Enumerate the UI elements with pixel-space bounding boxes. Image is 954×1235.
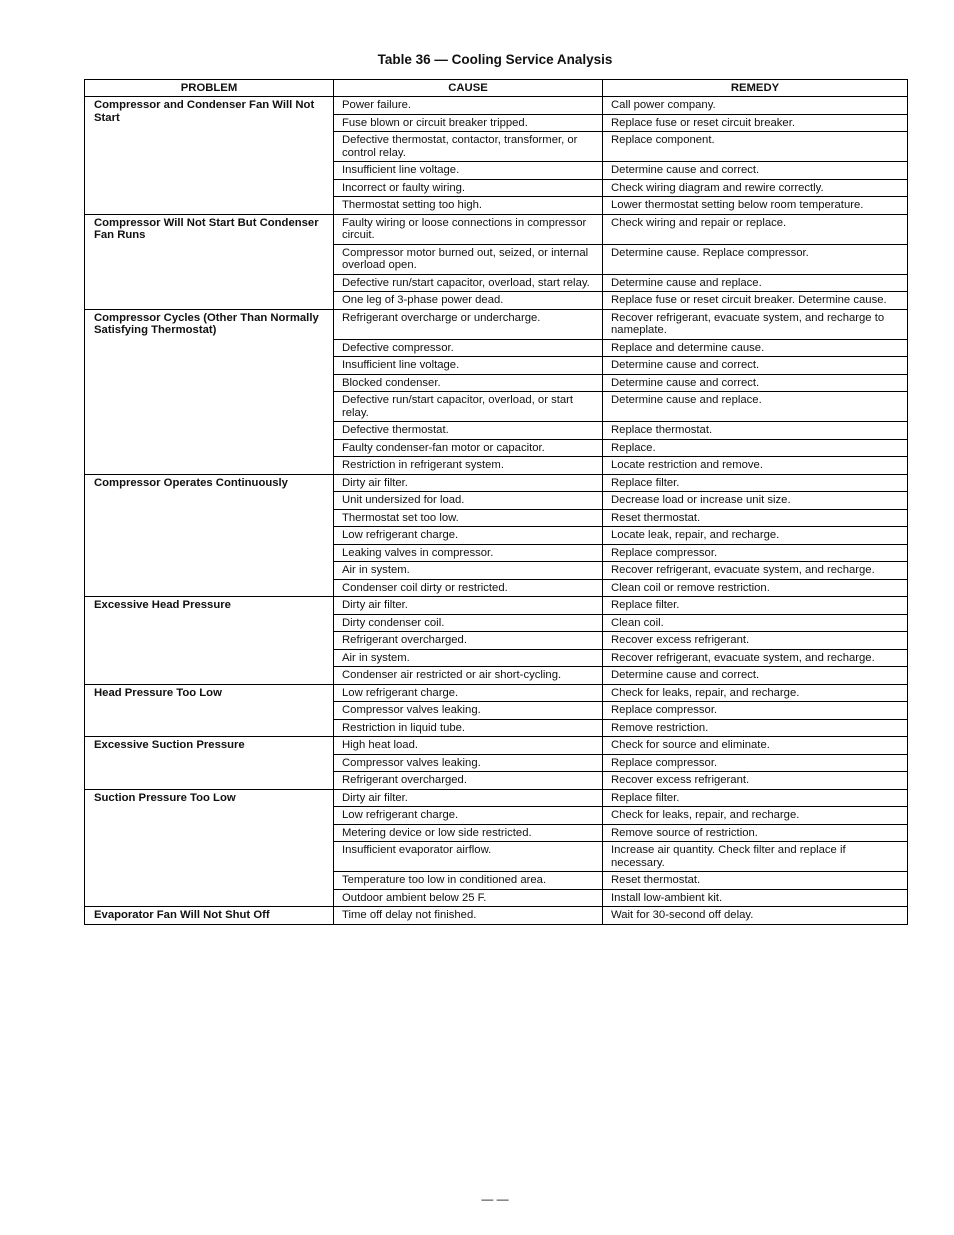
cause-cell: Dirty air filter. <box>334 474 603 492</box>
remedy-cell: Increase air quantity. Check filter and replace if necessary. <box>603 842 908 872</box>
problem-cell: Compressor and Condenser Fan Will Not Start <box>85 97 334 215</box>
remedy-cell: Locate leak, repair, and recharge. <box>603 527 908 545</box>
cause-cell: Fuse blown or circuit breaker tripped. <box>334 114 603 132</box>
remedy-cell: Check for leaks, repair, and recharge. <box>603 684 908 702</box>
cause-cell: Restriction in liquid tube. <box>334 719 603 737</box>
table-row <box>85 474 908 492</box>
remedy-cell: Install low-ambient kit. <box>603 889 908 907</box>
cause-cell: Defective compressor. <box>334 339 603 357</box>
cause-cell: Temperature too low in conditioned area. <box>334 872 603 890</box>
cause-cell: High heat load. <box>334 737 603 755</box>
remedy-cell: Replace thermostat. <box>603 422 908 440</box>
table-row <box>85 309 908 339</box>
cause-cell: Leaking valves in compressor. <box>334 544 603 562</box>
cause-cell: Faulty condenser-fan motor or capacitor. <box>334 439 603 457</box>
remedy-cell: Replace and determine cause. <box>603 339 908 357</box>
remedy-cell: Clean coil. <box>603 614 908 632</box>
cause-cell: Faulty wiring or loose connections in compressor circuit. <box>334 214 603 244</box>
remedy-cell: Replace fuse or reset circuit breaker. Determine cause. <box>603 292 908 310</box>
remedy-cell: Check for leaks, repair, and recharge. <box>603 807 908 825</box>
problem-cell: Head Pressure Too Low <box>85 684 334 737</box>
problem-cell: Compressor Cycles (Other Than Normally Satisfying Thermostat) <box>85 309 334 474</box>
cause-cell: Incorrect or faulty wiring. <box>334 179 603 197</box>
table-row <box>85 684 908 702</box>
remedy-cell: Recover refrigerant, evacuate system, and recharge. <box>603 562 908 580</box>
cause-cell: Air in system. <box>334 562 603 580</box>
remedy-cell: Determine cause and replace. <box>603 274 908 292</box>
table-row <box>85 907 908 925</box>
remedy-cell: Clean coil or remove restriction. <box>603 579 908 597</box>
cause-cell: Refrigerant overcharged. <box>334 772 603 790</box>
cause-cell: Power failure. <box>334 97 603 115</box>
remedy-cell: Recover excess refrigerant. <box>603 632 908 650</box>
cause-cell: Insufficient line voltage. <box>334 162 603 180</box>
header-row <box>85 80 908 97</box>
cause-cell: Compressor valves leaking. <box>334 702 603 720</box>
cause-cell: Restriction in refrigerant system. <box>334 457 603 475</box>
remedy-cell: Replace compressor. <box>603 544 908 562</box>
cause-cell: Low refrigerant charge. <box>334 684 603 702</box>
cause-cell: Insufficient line voltage. <box>334 357 603 375</box>
cause-cell: One leg of 3-phase power dead. <box>334 292 603 310</box>
cause-cell: Blocked condenser. <box>334 374 603 392</box>
problem-cell: Suction Pressure Too Low <box>85 789 334 907</box>
page-footer: — — <box>481 1192 509 1206</box>
remedy-cell: Locate restriction and remove. <box>603 457 908 475</box>
remedy-cell: Check wiring and repair or replace. <box>603 214 908 244</box>
remedy-cell: Wait for 30-second off delay. <box>603 907 908 925</box>
cause-cell: Dirty air filter. <box>334 597 603 615</box>
remedy-cell: Replace fuse or reset circuit breaker. <box>603 114 908 132</box>
problem-cell: Excessive Head Pressure <box>85 597 334 685</box>
remedy-cell: Replace filter. <box>603 474 908 492</box>
cause-cell: Insufficient evaporator airflow. <box>334 842 603 872</box>
cause-cell: Refrigerant overcharged. <box>334 632 603 650</box>
remedy-cell: Lower thermostat setting below room temperature. <box>603 197 908 215</box>
cause-cell: Defective run/start capacitor, overload, start relay. <box>334 274 603 292</box>
table-row <box>85 597 908 615</box>
remedy-cell: Determine cause and correct. <box>603 374 908 392</box>
cause-cell: Thermostat setting too high. <box>334 197 603 215</box>
remedy-cell: Remove restriction. <box>603 719 908 737</box>
remedy-cell: Determine cause and correct. <box>603 162 908 180</box>
table-header <box>85 80 908 97</box>
cause-cell: Metering device or low side restricted. <box>334 824 603 842</box>
column-header-remedy: REMEDY <box>603 80 908 97</box>
remedy-cell: Check for source and eliminate. <box>603 737 908 755</box>
cause-cell: Thermostat set too low. <box>334 509 603 527</box>
remedy-cell: Replace filter. <box>603 597 908 615</box>
table-row <box>85 737 908 755</box>
cause-cell: Defective run/start capacitor, overload, or start relay. <box>334 392 603 422</box>
cause-cell: Time off delay not finished. <box>334 907 603 925</box>
remedy-cell: Determine cause and replace. <box>603 392 908 422</box>
cause-cell: Air in system. <box>334 649 603 667</box>
column-header-problem: PROBLEM <box>85 80 334 97</box>
remedy-cell: Replace component. <box>603 132 908 162</box>
remedy-cell: Determine cause. Replace compressor. <box>603 244 908 274</box>
remedy-cell: Decrease load or increase unit size. <box>603 492 908 510</box>
cause-cell: Low refrigerant charge. <box>334 527 603 545</box>
cause-cell: Defective thermostat, contactor, transformer, or control relay. <box>334 132 603 162</box>
remedy-cell: Determine cause and correct. <box>603 667 908 685</box>
remedy-cell: Recover refrigerant, evacuate system, and recharge to nameplate. <box>603 309 908 339</box>
remedy-cell: Replace filter. <box>603 789 908 807</box>
remedy-cell: Recover excess refrigerant. <box>603 772 908 790</box>
cause-cell: Dirty air filter. <box>334 789 603 807</box>
cause-cell: Compressor motor burned out, seized, or internal overload open. <box>334 244 603 274</box>
cause-cell: Dirty condenser coil. <box>334 614 603 632</box>
column-header-cause: CAUSE <box>334 80 603 97</box>
problem-cell: Compressor Operates Continuously <box>85 474 334 597</box>
remedy-cell: Call power company. <box>603 97 908 115</box>
table-row <box>85 97 908 115</box>
cause-cell: Refrigerant overcharge or undercharge. <box>334 309 603 339</box>
table-row <box>85 214 908 244</box>
cause-cell: Compressor valves leaking. <box>334 754 603 772</box>
cause-cell: Unit undersized for load. <box>334 492 603 510</box>
remedy-cell: Check wiring diagram and rewire correctly. <box>603 179 908 197</box>
cause-cell: Condenser air restricted or air short-cycling. <box>334 667 603 685</box>
remedy-cell: Recover refrigerant, evacuate system, and recharge. <box>603 649 908 667</box>
remedy-cell: Replace. <box>603 439 908 457</box>
remedy-cell: Determine cause and correct. <box>603 357 908 375</box>
table-row <box>85 789 908 807</box>
cooling-service-analysis-table <box>84 79 908 925</box>
remedy-cell: Reset thermostat. <box>603 509 908 527</box>
problem-cell: Evaporator Fan Will Not Shut Off <box>85 907 334 925</box>
remedy-cell: Remove source of restriction. <box>603 824 908 842</box>
remedy-cell: Replace compressor. <box>603 754 908 772</box>
remedy-cell: Replace compressor. <box>603 702 908 720</box>
cause-cell: Condenser coil dirty or restricted. <box>334 579 603 597</box>
cause-cell: Outdoor ambient below 25 F. <box>334 889 603 907</box>
problem-cell: Excessive Suction Pressure <box>85 737 334 790</box>
remedy-cell: Reset thermostat. <box>603 872 908 890</box>
table-title: Table 36 — Cooling Service Analysis <box>377 52 613 67</box>
cause-cell: Low refrigerant charge. <box>334 807 603 825</box>
problem-cell: Compressor Will Not Start But Condenser Fan Runs <box>85 214 334 309</box>
cause-cell: Defective thermostat. <box>334 422 603 440</box>
table-body <box>85 97 908 925</box>
